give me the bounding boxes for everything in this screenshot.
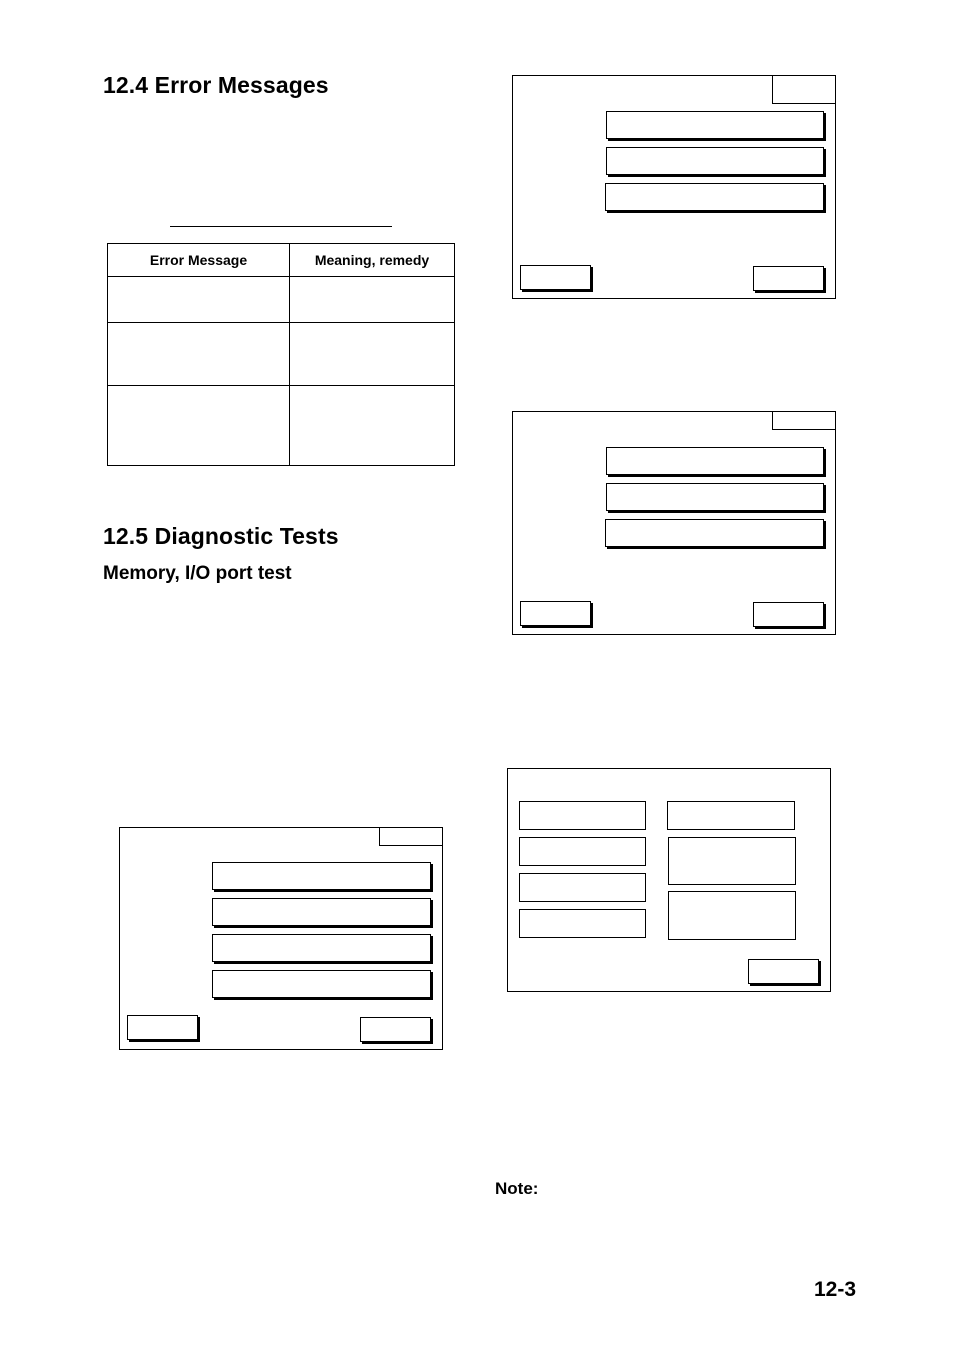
menu-bar [606,147,824,175]
screen-tag-box [379,827,443,846]
table-row [108,323,455,386]
screen-button-right [753,266,824,291]
screen-button-left [520,265,591,290]
menu-bar [606,447,824,475]
table-cell [290,386,455,466]
screen-tag-box [772,411,836,430]
result-box [519,873,646,902]
section-title-error-messages: 12.4 Error Messages [103,72,329,98]
screen-illustration-test-results [507,768,831,992]
menu-bar [606,483,824,511]
screen-button-right [753,602,824,627]
note-label: Note: [495,1179,539,1198]
screen-button-right [360,1017,431,1042]
result-box [667,801,795,830]
screen-button-left [520,601,591,626]
error-message-table [107,243,455,466]
menu-bar [212,934,431,962]
table-cell [108,386,290,466]
table-row [108,277,455,323]
table-row [108,386,455,466]
menu-bar [605,519,824,547]
screen-tag-box [772,75,836,104]
menu-bar [212,862,431,890]
column-header-meaning-remedy: Meaning, remedy [290,244,455,277]
result-box [519,909,646,938]
screen-button-left [127,1015,198,1040]
table-cell [290,277,455,323]
result-box [519,837,646,866]
result-box [668,837,796,885]
page-number: 12-3 [814,1278,857,1301]
menu-bar [605,183,824,211]
section-title-diagnostic-tests: 12.5 Diagnostic Tests [103,523,339,549]
column-header-error-message: Error Message [108,244,290,277]
subheading-memory-io-port-test: Memory, I/O port test [103,563,292,584]
result-box [519,801,646,830]
screen-illustration-2 [512,411,836,635]
table-cell [108,323,290,386]
menu-bar [606,111,824,139]
table-caption-rule [170,226,392,227]
menu-bar [212,970,431,998]
screen-button [748,959,819,984]
menu-bar [212,898,431,926]
result-box [668,891,796,940]
screen-illustration-4 [119,827,443,1050]
screen-illustration-1 [512,75,836,299]
table-cell [108,277,290,323]
table-cell [290,323,455,386]
